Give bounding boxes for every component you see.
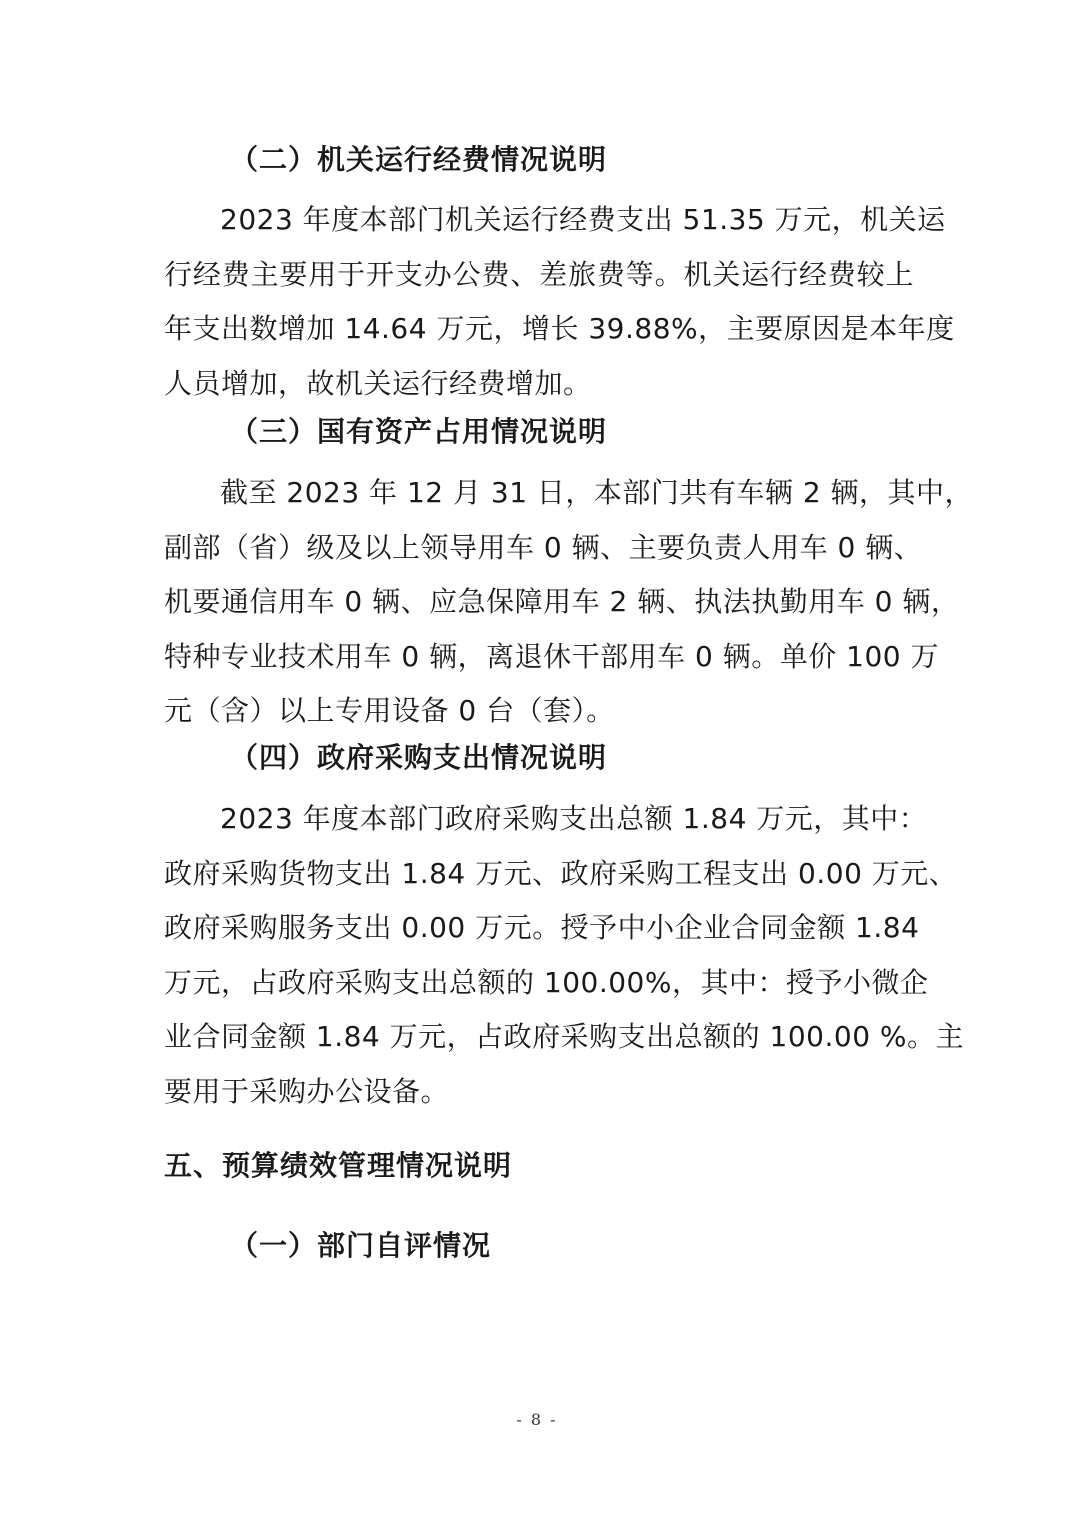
paragraph-line: 政府采购货物支出 1.84 万元、政府采购工程支出 0.00 万元、 [164, 856, 958, 890]
paragraph-line: 万元，占政府采购支出总额的 100.00%，其中：授予小微企 [164, 965, 929, 999]
section-heading-4: （四）政府采购支出情况说明 [230, 741, 608, 774]
paragraph-line: 业合同金额 1.84 万元，占政府采购支出总额的 100.00 %。主 [164, 1020, 965, 1053]
section-heading-2: （二）机关运行经费情况说明 [230, 143, 608, 176]
paragraph-line: 截至 2023 年 12 月 31 日，本部门共有车辆 2 辆，其中， [220, 476, 974, 509]
paragraph-line: 政府采购服务支出 0.00 万元。授予中小企业合同金额 1.84 [164, 911, 920, 944]
paragraph-line: 年支出数增加 14.64 万元，增长 39.88%，主要原因是本年度 [164, 312, 955, 345]
page-number: - 8 - [516, 1410, 558, 1429]
paragraph-line: 行经费主要用于开支办公费、差旅费等。机关运行经费较上 [164, 257, 914, 291]
paragraph-line: 元（含）以上专用设备 0 台（套）。 [164, 694, 615, 727]
paragraph-line: 特种专业技术用车 0 辆，离退休干部用车 0 辆。单价 100 万 [164, 639, 939, 673]
chapter-heading-5: 五、预算绩效管理情况说明 [164, 1149, 513, 1182]
paragraph-state-assets [164, 466, 974, 739]
paragraph-line: 人员增加，故机关运行经费增加。 [164, 366, 592, 400]
paragraph-procurement [164, 792, 965, 1119]
paragraph-line: 2023 年度本部门机关运行经费支出 51.35 万元，机关运 [220, 203, 946, 236]
section-heading-3: （三）国有资产占用情况说明 [230, 415, 608, 448]
paragraph-operating-expenses [164, 193, 955, 411]
paragraph-line: 要用于采购办公设备。 [164, 1074, 450, 1108]
paragraph-line: 2023 年度本部门政府采购支出总额 1.84 万元，其中： [220, 802, 928, 835]
paragraph-line: 机要通信用车 0 辆、应急保障用车 2 辆、执法执勤用车 0 辆， [164, 585, 960, 618]
section-heading-5-1: （一）部门自评情况 [230, 1229, 492, 1262]
paragraph-line: 副部（省）级及以上领导用车 0 辆、主要负责人用车 0 辆、 [164, 530, 923, 564]
